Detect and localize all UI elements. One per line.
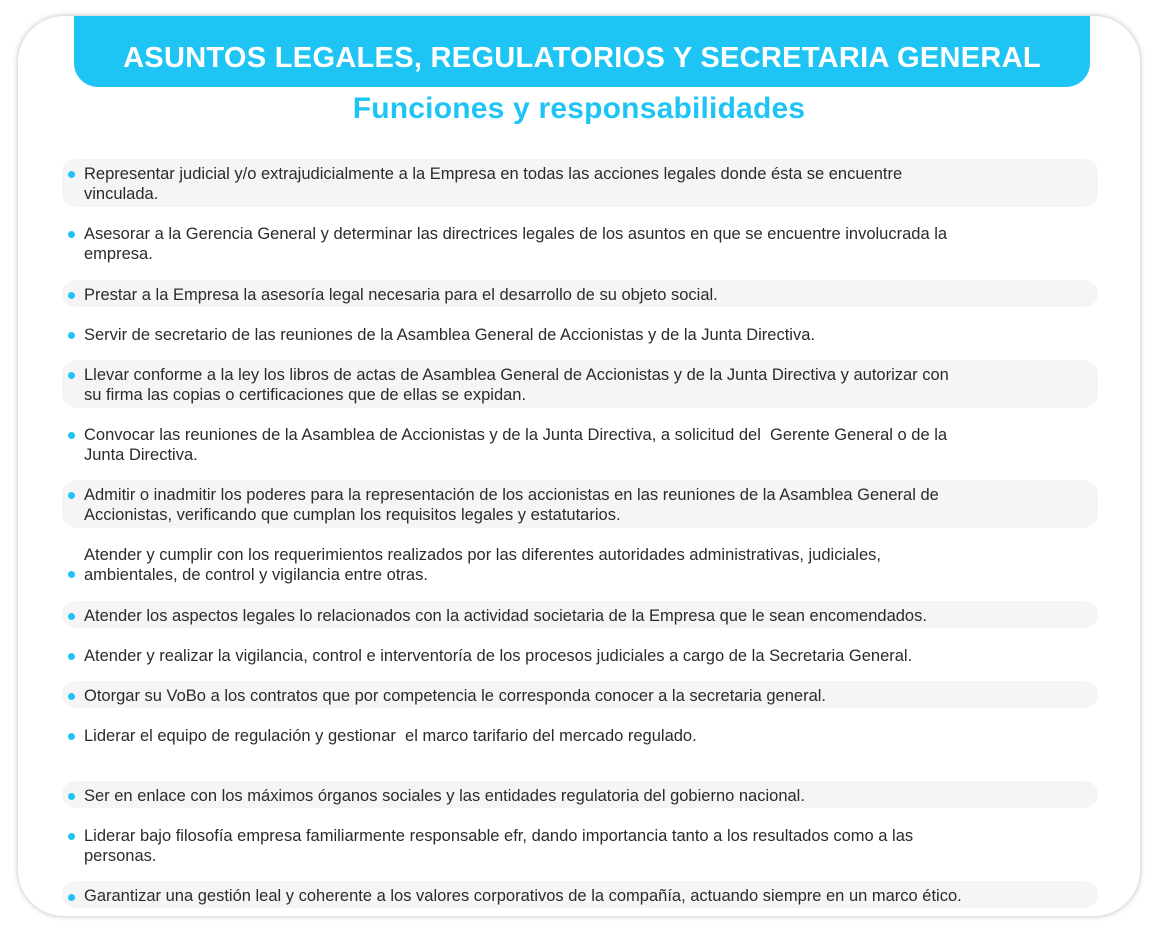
bullet-icon: [68, 492, 75, 499]
bullet-icon: [68, 292, 75, 299]
list-item-text: Atender los aspectos legales lo relacionados con la actividad societaria de la Empresa que le sean encomendados.: [84, 607, 927, 625]
list-item: [62, 641, 1098, 668]
list-item: [62, 159, 1098, 207]
list-item: [62, 219, 1098, 267]
list-item-text: Atender y cumplir con los requerimientos realizados por las diferentes autoridades administrativas, judiciales, ambientales, de control y vigilancia entre otras.: [84, 546, 881, 584]
bullet-icon: [68, 693, 75, 700]
list-item: [62, 601, 1098, 628]
bullet-icon: [68, 793, 75, 800]
list-item-text: Liderar bajo filosofía empresa familiarmente responsable efr, dando importancia tanto a los resultados como a las personas.: [84, 827, 914, 865]
bullet-icon: [68, 571, 75, 578]
bullet-icon: [68, 332, 75, 339]
bullet-icon: [68, 171, 75, 178]
bullet-icon: [68, 894, 75, 901]
list-item-text: Llevar conforme a la ley los libros de actas de Asamblea General de Accionistas y de la Junta Directiva y autorizar con su firma las copias o certificaciones que de ellas se expidan.: [84, 366, 949, 404]
list-item-text: Ser en enlace con los máximos órganos sociales y las entidades regulatoria del gobierno nacional.: [84, 787, 805, 805]
list-item: [62, 821, 1098, 869]
bullet-icon: [68, 432, 75, 439]
list-item: [62, 420, 1098, 468]
list-item: [62, 320, 1098, 347]
list-item: [62, 681, 1098, 708]
section-subtitle: Funciones y responsabilidades: [352, 92, 806, 125]
header-banner: [74, 16, 1090, 87]
list-item-text: Representar judicial y/o extrajudicialmente a la Empresa en todas las acciones legales donde ésta se encuentre vinculada.: [84, 165, 903, 203]
list-item-text: Liderar el equipo de regulación y gestionar el marco tarifario del mercado regulado.: [84, 727, 697, 745]
bullet-icon: [68, 231, 75, 238]
page-title: ASUNTOS LEGALES, REGULATORIOS Y SECRETARIA GENERAL: [123, 42, 1041, 74]
list-item: [62, 781, 1098, 808]
list-item: [62, 881, 1098, 908]
list-item-text: Prestar a la Empresa la asesoría legal necesaria para el desarrollo de su objeto social.: [84, 286, 718, 304]
list-item-text: Atender y realizar la vigilancia, control e interventoría de los procesos judiciales a cargo de la Secretaria General.: [84, 647, 913, 665]
list-item: [62, 280, 1098, 307]
list-item: [62, 721, 1098, 748]
list-item-text: Admitir o inadmitir los poderes para la representación de los accionistas en las reuniones de la Asamblea General de Accionistas, verificando que cumplan los requisitos legales y estatutarios.: [84, 486, 939, 524]
document-card: [18, 16, 1140, 916]
list-item: [62, 480, 1098, 528]
list-item: [62, 360, 1098, 408]
list-item-text: Asesorar a la Gerencia General y determinar las directrices legales de los asuntos en que se encuentre involucrada la empresa.: [84, 225, 948, 263]
list-item-text: Garantizar una gestión leal y coherente a los valores corporativos de la compañía, actuando siempre en un marco ético.: [84, 887, 962, 905]
list-item-text: Otorgar su VoBo a los contratos que por competencia le corresponda conocer a la secretaria general.: [84, 687, 827, 705]
list-item-text: Servir de secretario de las reuniones de la Asamblea General de Accionistas y de la Junta Directiva.: [84, 326, 815, 344]
bullet-icon: [68, 833, 75, 840]
bullet-icon: [68, 733, 75, 740]
bullet-icon: [68, 653, 75, 660]
bullet-icon: [68, 613, 75, 620]
list-item: [62, 540, 1098, 588]
list-item-text: Convocar las reuniones de la Asamblea de Accionistas y de la Junta Directiva, a solicitud del Gerente General o de la Junta Directiva.: [84, 426, 948, 464]
bullet-icon: [68, 372, 75, 379]
